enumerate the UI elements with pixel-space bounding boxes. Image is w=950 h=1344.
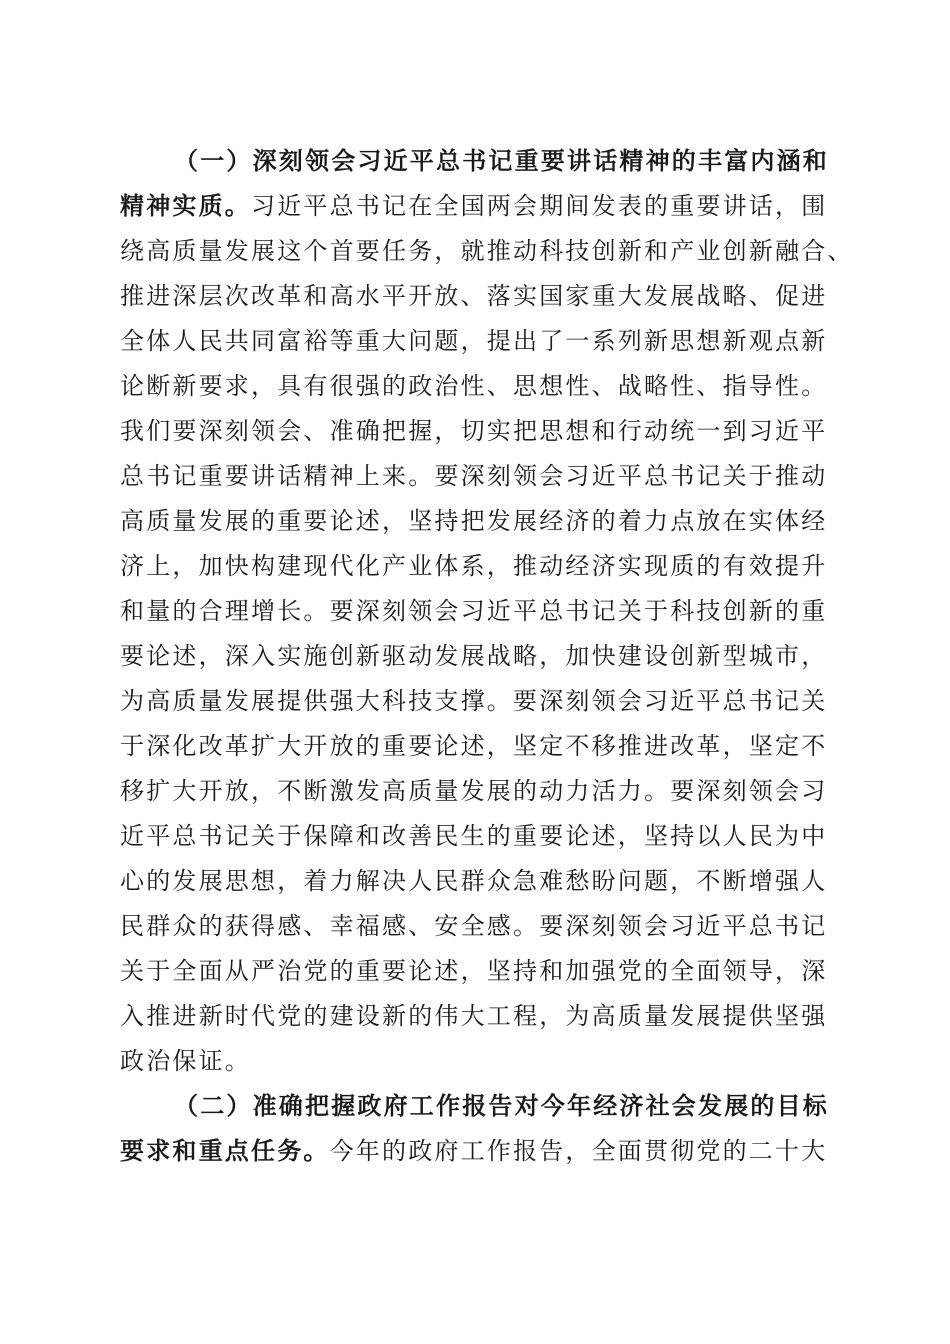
paragraph-line: 论断新要求，具有很强的政治性、思想性、战略性、指导性。 [120,372,828,400]
section-1-line-2 [120,189,840,223]
section-1-heading: （一）深刻领会习近平总书记重要讲话精神的丰富内涵和 [174,146,829,175]
paragraph-line: 关于全面从严治党的重要论述，坚持和加强党的全面领导，深 [120,957,828,985]
paragraph-line: 于深化改革扩大开放的重要论述，坚定不移推进改革，坚定不 [120,732,828,760]
paragraph-line: 我们要深刻领会、准确把握，切实把思想和行动统一到习近平 [120,417,828,445]
paragraph-line: 心的发展思想，着力解决人民群众急难愁盼问题，不断增强人 [120,867,828,895]
paragraph-line: 入推进新时代党的建设新的伟大工程，为高质量发展提供坚强 [120,1002,828,1030]
section-1-heading-end: 精神实质。 [120,191,251,220]
paragraph-line: 济上，加快构建现代化产业体系，推动经济实现质的有效提升 [120,552,828,580]
paragraph-line: 要论述，深入实施创新驱动发展战略，加快建设创新型城市， [120,642,828,670]
section-2-line-2 [120,1134,840,1168]
paragraph-line: 民群众的获得感、幸福感、安全感。要深刻领会习近平总书记 [120,912,828,940]
section-1-line-2-text: 习近平总书记在全国两会期间发表的重要讲话，围 [251,192,828,220]
paragraph-line: 政治保证。 [120,1047,251,1075]
paragraph-line: 推进深层次改革和高水平开放、落实国家重大发展战略、促进 [120,282,828,310]
paragraph-line: 近平总书记关于保障和改善民生的重要论述，坚持以人民为中 [120,822,828,850]
paragraph-line: 总书记重要讲话精神上来。要深刻领会习近平总书记关于推动 [120,462,828,490]
paragraph-line: 高质量发展的重要论述，坚持把发展经济的着力点放在实体经 [120,507,828,535]
section-2-heading: （二）准确把握政府工作报告对今年经济社会发展的目标 [174,1091,829,1120]
paragraph-line: 全体人民共同富裕等重大问题，提出了一系列新思想新观点新 [120,327,828,355]
paragraph-line: 移扩大开放，不断激发高质量发展的动力活力。要深刻领会习 [120,777,828,805]
paragraph-line: 为高质量发展提供强大科技支撑。要深刻领会习近平总书记关 [120,687,828,715]
paragraph-line: 绕高质量发展这个首要任务，就推动科技创新和产业创新融合、 [120,237,854,265]
section-2-line-2-text: 今年的政府工作报告，全面贯彻党的二十大 [329,1137,828,1165]
section-2-heading-end: 要求和重点任务。 [120,1136,330,1165]
paragraph-line: 和量的合理增长。要深刻领会习近平总书记关于科技创新的重 [120,597,828,625]
